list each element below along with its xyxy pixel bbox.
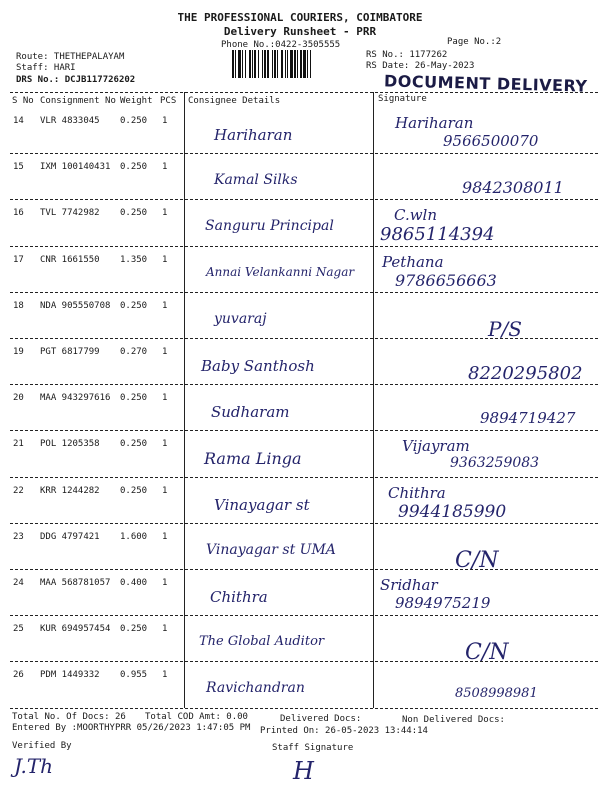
route: Route: THETHEPALAYAM: [16, 52, 125, 62]
row-pcs: 1: [162, 439, 168, 450]
row-signature: Pethana: [382, 252, 444, 271]
total-docs: Total No. Of Docs: 26: [12, 712, 126, 722]
row-pcs: 1: [162, 162, 168, 173]
row-pcs: 1: [162, 485, 168, 496]
row-sno: 15: [13, 162, 24, 173]
row-divider: [10, 292, 598, 293]
row-consignment-no: KRR 1244282: [40, 485, 100, 496]
row-sno: 25: [13, 624, 24, 635]
row-divider: [10, 430, 598, 431]
col-sno: S No: [12, 96, 34, 106]
row-sno: 23: [13, 531, 24, 542]
row-sno: 21: [13, 439, 24, 450]
row-pcs: 1: [162, 670, 168, 681]
row-pcs: 1: [162, 578, 168, 588]
row-consignee-handwritten: Vinayagar st UMA: [206, 541, 336, 558]
row-divider: [10, 199, 598, 200]
row-consignment-no: PGT 6817799: [40, 347, 100, 357]
row-sno: 22: [13, 485, 24, 496]
row-consignment-no: MAA 943297616: [40, 393, 111, 404]
row-weight: 0.250: [120, 116, 148, 126]
row-consignment-no: IXM 100140431: [40, 162, 111, 173]
row-consignment-no: PDM 1449332: [40, 670, 100, 681]
row-weight: 0.250: [120, 485, 148, 496]
barcode: [232, 50, 360, 78]
row-consignment-no: NDA 905550708: [40, 300, 111, 311]
company-name: THE PROFESSIONAL COURIERS, COIMBATORE: [177, 11, 423, 24]
row-divider: [10, 661, 598, 662]
row-pcs: 1: [162, 300, 168, 311]
row-consignee-handwritten: Sanguru Principal: [205, 218, 334, 235]
staff-signature-mark: H: [293, 757, 314, 785]
page-number: Page No.:2: [447, 37, 502, 47]
rs-date: RS Date: 26-May-2023: [366, 61, 475, 71]
row-consignment-no: VLR 4833045: [40, 116, 100, 126]
row-sno: 14: [13, 116, 24, 126]
row-weight: 0.250: [120, 624, 148, 635]
row-signature: Hariharan: [395, 114, 474, 132]
row-signature-note: 8508998981: [455, 686, 538, 702]
delivered-docs: Delivered Docs:: [280, 714, 362, 724]
row-consignment-no: CNR 1661550: [40, 254, 100, 265]
row-consignee-handwritten: Hariharan: [214, 126, 293, 144]
row-divider: [10, 338, 598, 339]
row-divider: [10, 569, 598, 570]
row-consignee-handwritten: yuvaraj: [214, 310, 267, 327]
staff: Staff: HARI: [16, 63, 76, 73]
row-sno: 20: [13, 393, 24, 404]
rs-number: RS No.: 1177262: [366, 50, 448, 60]
row-consignee-handwritten: Kamal Silks: [214, 172, 298, 189]
row-signature-note: 9842308011: [462, 178, 564, 198]
row-weight: 0.270: [120, 347, 148, 357]
row-consignee-handwritten: Rama Linga: [204, 449, 302, 469]
col-consignment: Consignment No: [40, 96, 116, 106]
row-consignee-handwritten: Annai Velankanni Nagar: [206, 264, 355, 279]
row-signature: C.wln: [394, 206, 438, 225]
row-consignment-no: MAA 568781057: [40, 578, 111, 588]
row-pcs: 1: [162, 393, 168, 404]
row-sno: 18: [13, 300, 24, 311]
row-divider: [10, 384, 598, 385]
row-pcs: 1: [162, 624, 168, 635]
col-signature: Signature: [378, 94, 427, 104]
row-divider: [10, 246, 598, 247]
row-weight: 0.250: [120, 393, 148, 404]
row-weight: 0.250: [120, 439, 148, 450]
row-divider: [10, 523, 598, 524]
row-sno: 24: [13, 578, 24, 588]
row-consignment-no: TVL 7742982: [40, 208, 100, 219]
staff-signature-label: Staff Signature: [272, 743, 354, 753]
verified-by-label: Verified By: [12, 741, 72, 751]
printed-on: Printed On: 26-05-2023 13:44:14: [260, 726, 428, 736]
drs-number: DRS No.: DCJB117726202: [16, 75, 136, 85]
col-consignee: Consignee Details: [188, 96, 281, 106]
footer-rule: [10, 708, 598, 709]
row-consignee-handwritten: Ravichandran: [206, 680, 305, 697]
row-consignee-handwritten: Sudharam: [211, 403, 290, 422]
row-signature-note: 9865114394: [380, 224, 495, 246]
row-signature-note: C/N: [465, 640, 509, 666]
row-weight: 1.350: [120, 254, 148, 265]
row-weight: 1.600: [120, 531, 148, 542]
row-weight: 0.250: [120, 162, 148, 173]
row-consignment-no: KUR 694957454: [40, 624, 111, 635]
row-signature: Sridhar: [380, 576, 438, 594]
col-weight: Weight: [120, 96, 153, 106]
row-consignment-no: POL 1205358: [40, 439, 100, 450]
row-pcs: 1: [162, 531, 168, 542]
row-weight: 0.955: [120, 670, 148, 681]
row-pcs: 1: [162, 208, 168, 219]
total-cod: Total COD Amt: 0.00: [145, 712, 248, 722]
row-consignee-handwritten: Baby Santhosh: [201, 357, 315, 375]
row-sno: 26: [13, 670, 24, 681]
row-signature-note: 9786656663: [395, 270, 497, 290]
row-consignee-handwritten: Vinayagar st: [214, 495, 310, 514]
row-signature-note: 9894975219: [395, 594, 491, 612]
row-signature-note: C/N: [455, 547, 499, 573]
row-consignee-handwritten: The Global Auditor: [199, 634, 325, 650]
row-weight: 0.250: [120, 208, 148, 219]
row-pcs: 1: [162, 347, 168, 357]
row-weight: 0.250: [120, 300, 148, 311]
phone-number: Phone No.:0422-3505555: [221, 40, 341, 50]
header-rule-top: [10, 92, 598, 93]
row-divider: [10, 477, 598, 478]
row-pcs: 1: [162, 254, 168, 265]
document-delivery-stamp: DOCUMENT DELIVERY: [383, 71, 588, 96]
row-signature-note: 9363259083: [450, 455, 540, 472]
row-weight: 0.400: [120, 578, 148, 588]
row-divider: [10, 153, 598, 154]
non-delivered-docs: Non Delivered Docs:: [402, 715, 505, 725]
entered-by: Entered By :MOORTHYPRR 05/26/2023 1:47:05 PM: [12, 723, 251, 733]
row-signature-note: 9566500070: [443, 132, 539, 150]
row-signature-note: 8220295802: [468, 363, 583, 384]
col-pcs: PCS: [160, 96, 177, 106]
row-signature: Vijayram: [402, 437, 470, 456]
row-consignment-no: DDG 4797421: [40, 531, 100, 542]
row-sno: 16: [13, 208, 24, 219]
row-signature-note: P/S: [488, 316, 522, 341]
verified-by-signature: J.Th: [14, 754, 54, 778]
row-signature-note: 9894719427: [480, 409, 576, 428]
row-sno: 19: [13, 347, 24, 357]
document-title: Delivery Runsheet - PRR: [223, 25, 377, 38]
row-signature: Chithra: [388, 483, 446, 502]
row-pcs: 1: [162, 116, 168, 126]
row-signature-note: 9944185990: [398, 501, 507, 522]
row-sno: 17: [13, 254, 24, 265]
row-consignee-handwritten: Chithra: [210, 588, 268, 606]
row-divider: [10, 615, 598, 616]
